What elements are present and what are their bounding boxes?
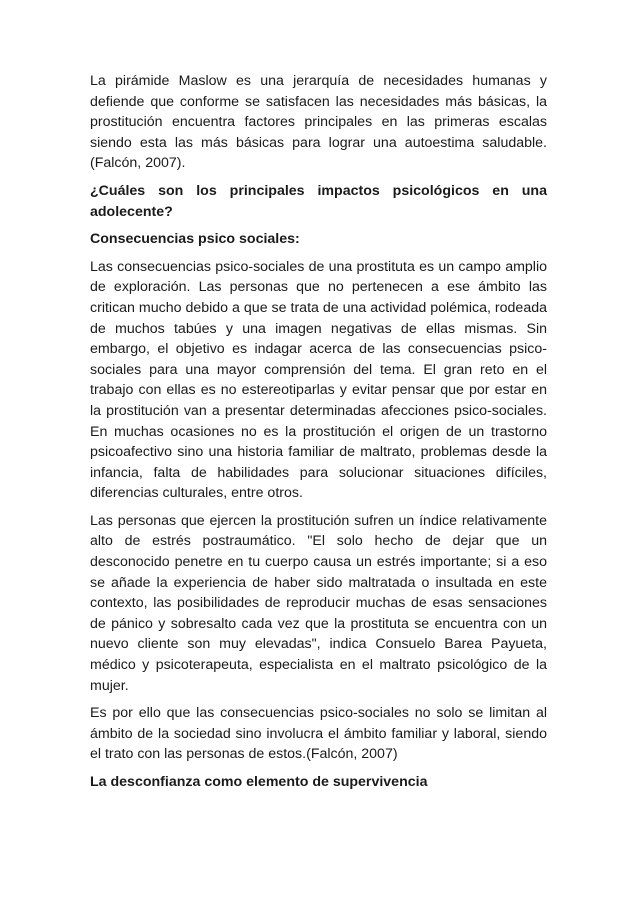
heading-distrust-survival: La desconfianza como elemento de supervivencia — [90, 774, 428, 790]
spacer — [90, 696, 547, 703]
spacer — [90, 765, 547, 772]
document-page — [90, 71, 547, 793]
heading-psychosocial-consequences: Consecuencias psico sociales: — [90, 231, 300, 248]
spacer — [90, 174, 547, 181]
spacer — [90, 504, 547, 511]
spacer — [90, 250, 547, 257]
spacer — [90, 222, 547, 229]
paragraph-maslow: La pirámide Maslow es una jerarquía de necesidades humanas y defiende que conforme se satisfacen las necesidades más básicas, la prostitución encuentra factores principales en las primeras escalas siendo esta las más básicas para lograr una autoestima saludable.(Falcón, 2007). — [90, 73, 547, 172]
heading-psychological-impacts: ¿Cuáles son los principales impactos psicológicos en una adolecente? — [90, 182, 547, 220]
paragraph-post-traumatic-stress: Las personas que ejercen la prostitución sufren un índice relativamente alto de estrés postraumático. "El solo hecho de dejar que un desconocido penetre en tu cuerpo causa un estrés importante; si a eso se añade la experiencia de haber sido maltratada o insultada en este contexto, las posibilidades de reproducir muchas de esas sensaciones de pánico y sobresalto cada vez que la prostituta se encuentra con un nuevo cliente son muy elevadas", indica Consuelo Barea Payueta, médico y psicoterapeuta, especialista en el maltrato psicológico de la mujer. — [90, 512, 547, 694]
paragraph-psychosocial-consequences: Las consecuencias psico-sociales de una prostituta es un campo amplio de exploración. Las personas que no pertenecen a ese ámbito las critican mucho debido a que se trata de una actividad polémica, rodeada de muchos tabúes y una imagen negativas de ellas mismas. Sin embargo, el objetivo es indagar acerca de las consecuencias psico-sociales para una mayor comprensión del tema. El gran reto en el trabajo con ellas es no estereotiparlas y evitar pensar que por estar en la prostitución van a presentar determinadas afecciones psico-sociales. En muchas ocasiones no es la prostitución el origen de un trastorno psicoafectivo sino una historia familiar de maltrato, problemas desde la infancia, falta de habilidades para solucionar situaciones difíciles, diferencias culturales, entre otros. — [90, 258, 547, 502]
paragraph-family-and-work: Es por ello que las consecuencias psico-sociales no solo se limitan al ámbito de la sociedad sino involucra el ámbito familiar y laboral, siendo el trato con las personas de estos.(Falcón, 2007) — [90, 705, 547, 763]
